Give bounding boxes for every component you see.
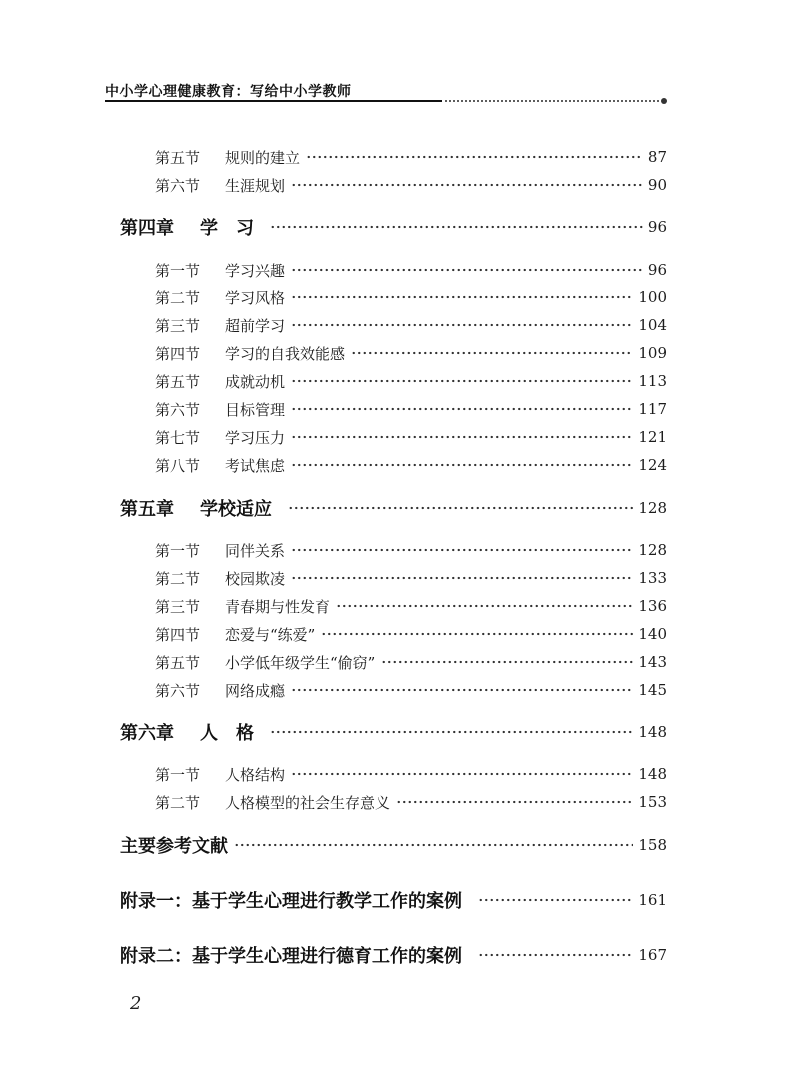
toc-chapter-title: 人 格	[200, 723, 254, 744]
toc-entry-page: 121	[638, 428, 667, 446]
toc-references-entry	[120, 833, 667, 857]
toc-entry-label: 第八节	[155, 456, 201, 475]
toc-leader-dots	[291, 687, 633, 693]
toc-entry-title: 人格结构	[225, 765, 286, 784]
toc-section-entry	[155, 313, 667, 337]
toc-section-entry	[155, 369, 667, 393]
toc-entry-title: 网络成瘾	[225, 681, 286, 700]
toc-chapter-title: 附录二：基于学生心理进行德育工作的案例	[120, 946, 462, 967]
toc-leader-dots	[478, 897, 633, 903]
toc-entry-label: 第五节	[155, 653, 201, 672]
toc-leader-dots	[291, 434, 633, 440]
toc-section-entry	[155, 566, 667, 590]
toc-chapter-label: 第四章	[120, 218, 174, 239]
toc-section-entry	[155, 622, 667, 646]
toc-section-entry	[155, 594, 667, 618]
header-rule	[105, 100, 442, 102]
toc-entry-page: 145	[638, 681, 667, 699]
toc-entry-title: 目标管理	[225, 400, 286, 419]
toc-chapter-entry	[120, 720, 667, 744]
toc-leader-dots	[291, 771, 633, 777]
toc-chapter-label: 第五章	[120, 499, 174, 520]
toc-entry-page: 96	[647, 261, 667, 279]
toc-leader-dots	[291, 378, 633, 384]
toc-entry-label: 第一节	[155, 765, 201, 784]
toc-entry-label: 第二节	[155, 793, 201, 812]
toc-leader-dots	[291, 182, 643, 188]
toc-chapter-title: 主要参考文献	[120, 836, 228, 857]
toc-entry-label: 第四节	[155, 344, 201, 363]
toc-leader-dots	[306, 154, 643, 160]
toc-entry-title: 学习兴趣	[225, 261, 286, 280]
toc-entry-title: 青春期与性发育	[225, 597, 331, 616]
toc-entry-label: 第一节	[155, 541, 201, 560]
toc-entry-page: 161	[638, 891, 667, 909]
toc-entry-page: 100	[638, 288, 667, 306]
toc-entry-page: 90	[647, 176, 667, 194]
toc-section-entry	[155, 538, 667, 562]
toc-section-entry	[155, 397, 667, 421]
toc-leader-dots	[291, 547, 633, 553]
toc-entry-title: 同伴关系	[225, 541, 286, 560]
toc-leader-dots	[381, 659, 633, 665]
toc-entry-label: 第四节	[155, 625, 201, 644]
toc-entry-title: 恋爱与“练爱”	[225, 625, 316, 644]
toc-entry-page: 158	[638, 836, 667, 854]
toc-chapter-title: 学校适应	[200, 499, 272, 520]
toc-section-entry	[155, 145, 667, 169]
toc-leader-dots	[291, 294, 633, 300]
toc-section-entry	[155, 285, 667, 309]
toc-chapter-entry	[120, 496, 667, 520]
toc-leader-dots	[336, 603, 633, 609]
toc-entry-label: 第六节	[155, 400, 201, 419]
toc-leader-dots	[396, 799, 633, 805]
toc-entry-title: 规则的建立	[225, 148, 301, 167]
toc-entry-page: 128	[638, 499, 667, 517]
toc-chapter-entry	[120, 215, 667, 239]
toc-section-entry	[155, 762, 667, 786]
toc-entry-page: 117	[638, 400, 667, 418]
toc-entry-page: 136	[638, 597, 667, 615]
toc-section-entry	[155, 258, 667, 282]
toc-leader-dots	[321, 631, 633, 637]
toc-section-entry	[155, 425, 667, 449]
toc-entry-page: 133	[638, 569, 667, 587]
toc-entry-page: 153	[638, 793, 667, 811]
toc-entry-label: 第五节	[155, 148, 201, 167]
toc-entry-page: 96	[647, 218, 667, 236]
header-dotted-rule	[444, 100, 660, 102]
toc-section-entry	[155, 650, 667, 674]
toc-leader-dots	[351, 350, 633, 356]
toc-section-entry	[155, 453, 667, 477]
toc-leader-dots	[291, 575, 633, 581]
toc-entry-label: 第五节	[155, 372, 201, 391]
toc-entry-title: 学习压力	[225, 428, 286, 447]
toc-entry-title: 人格模型的社会生存意义	[225, 793, 391, 812]
toc-entry-label: 第三节	[155, 597, 201, 616]
toc-leader-dots	[270, 224, 643, 230]
toc-section-entry	[155, 790, 667, 814]
toc-entry-title: 小学低年级学生“偷窃”	[225, 653, 376, 672]
toc-entry-page: 167	[638, 946, 667, 964]
toc-entry-page: 143	[638, 653, 667, 671]
toc-entry-page: 148	[638, 765, 667, 783]
toc-entry-label: 第三节	[155, 316, 201, 335]
toc-leader-dots	[234, 842, 633, 848]
toc-entry-title: 生涯规划	[225, 176, 286, 195]
toc-entry-label: 第六节	[155, 176, 201, 195]
toc-entry-title: 校园欺凌	[225, 569, 286, 588]
toc-entry-page: 109	[638, 344, 667, 362]
toc-entry-label: 第二节	[155, 288, 201, 307]
toc-entry-title: 学习的自我效能感	[225, 344, 346, 363]
toc-section-entry	[155, 173, 667, 197]
toc-section-entry	[155, 341, 667, 365]
toc-entry-label: 第二节	[155, 569, 201, 588]
toc-chapter-label: 第六章	[120, 723, 174, 744]
toc-entry-title: 考试焦虑	[225, 456, 286, 475]
toc-entry-page: 87	[647, 148, 667, 166]
toc-entry-label: 第六节	[155, 681, 201, 700]
page-number: 2	[130, 993, 142, 1014]
toc-entry-title: 学习风格	[225, 288, 286, 307]
toc-leader-dots	[478, 952, 633, 958]
toc-entry-title: 成就动机	[225, 372, 286, 391]
toc-entry-page: 148	[638, 723, 667, 741]
toc-leader-dots	[288, 505, 633, 511]
toc-leader-dots	[291, 406, 633, 412]
toc-section-entry	[155, 678, 667, 702]
toc-entry-page: 128	[638, 541, 667, 559]
toc-appendix-entry	[120, 888, 667, 912]
toc-entry-page: 124	[638, 456, 667, 474]
header-rule-end-dot	[661, 98, 667, 104]
toc-leader-dots	[270, 729, 633, 735]
running-head-title: 中小学心理健康教育：写给中小学教师	[105, 84, 352, 100]
toc-entry-label: 第七节	[155, 428, 201, 447]
toc-leader-dots	[291, 267, 643, 273]
toc-entry-page: 104	[638, 316, 667, 334]
toc-leader-dots	[291, 462, 633, 468]
toc-entry-title: 超前学习	[225, 316, 286, 335]
toc-entry-label: 第一节	[155, 261, 201, 280]
toc-leader-dots	[291, 322, 633, 328]
toc-entry-page: 113	[638, 372, 667, 390]
toc-chapter-title: 学 习	[200, 218, 254, 239]
toc-entry-page: 140	[638, 625, 667, 643]
toc-chapter-title: 附录一：基于学生心理进行教学工作的案例	[120, 891, 462, 912]
toc-appendix-entry	[120, 943, 667, 967]
